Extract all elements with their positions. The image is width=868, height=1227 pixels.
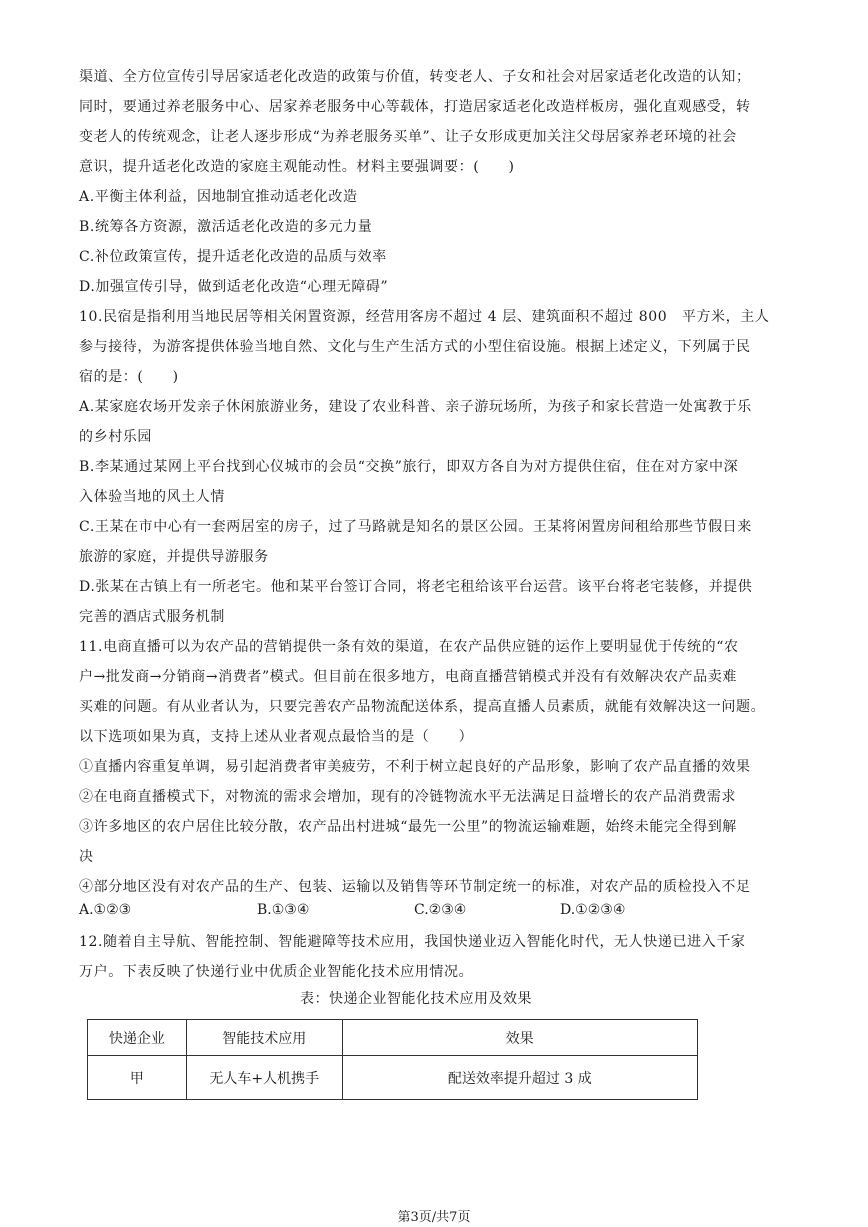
table-header-cell: 效果	[342, 1020, 697, 1056]
q10-stem-line-3: 宿的是：( )	[79, 369, 179, 385]
q9-stem-line-3: 变老人的传统观念，让老人逐步形成“为养老服务买单”、让子女形成更加关注父母居家养老环境的社会	[79, 129, 737, 145]
table-header-cell: 智能技术应用	[186, 1020, 342, 1056]
express-tech-table	[87, 1019, 698, 1100]
q11-statement-4: ④部分地区没有对农产品的生产、包装、运输以及销售等环节制定统一的标准，对农产品的质检投入不足	[79, 879, 751, 895]
q10-option-b-line-2: 入体验当地的风土人情	[79, 489, 225, 505]
table-row	[88, 1056, 698, 1100]
q9-stem-line-2: 同时，要通过养老服务中心、居家养老服务中心等载体，打造居家适老化改造样板房，强化直观感受，转	[79, 99, 751, 115]
q9-stem-line-4: 意识，提升适老化改造的家庭主观能动性。材料主要强调要：( )	[79, 159, 515, 175]
table-cell: 配送效率提升超过 3 成	[342, 1056, 697, 1100]
q9-option-b: B.统筹各方资源，激活适老化改造的多元力量	[79, 219, 373, 235]
q11-option-a: A.①②③	[79, 902, 132, 918]
page-number: 第3页/共7页	[397, 1210, 471, 1225]
q10-option-d-line-2: 完善的酒店式服务机制	[79, 609, 225, 625]
q10-option-d-line-1: D.张某在古镇上有一所老宅。他和某平台签订合同，将老宅租给该平台运营。该平台将老宅装修，并提供	[79, 579, 753, 595]
q11-options	[79, 900, 799, 922]
q10-option-c-line-1: C.王某在市中心有一套两居室的房子，过了马路就是知名的景区公园。王某将闲置房间租给那些节假日来	[79, 519, 752, 535]
table-cell: 甲	[88, 1056, 187, 1100]
q10-option-c-line-2: 旅游的家庭，并提供导游服务	[79, 549, 269, 565]
q12-stem-line-1: 12.随着自主导航、智能控制、智能避障等技术应用，我国快递业迈入智能化时代，无人快递已进入千家	[79, 934, 746, 950]
q10-stem-line-1: 10.民宿是指利用当地民居等相关闲置资源，经营用客房不超过 4 层、建筑面积不超过 800 平方米，主人	[79, 309, 770, 325]
q11-statement-1: ①直播内容重复单调，易引起消费者审美疲劳，不利于树立起良好的产品形象，影响了农产品直播的效果	[79, 759, 751, 775]
q9-option-a: A.平衡主体利益，因地制宜推动适老化改造	[79, 189, 358, 205]
q9-option-d: D.加强宣传引导，做到适老化改造“心理无障碍”	[79, 279, 389, 295]
table-caption: 表：快递企业智能化技术应用及效果	[300, 991, 532, 1007]
table-cell: 无人车+人机携手	[186, 1056, 342, 1100]
q11-option-d: D.①②③④	[560, 902, 626, 918]
q11-stem-line-1: 11.电商直播可以为农产品的营销提供一条有效的渠道，在农产品供应链的运作上要明显优于传统的“农	[79, 639, 739, 655]
q10-option-b-line-1: B.李某通过某网上平台找到心仪城市的会员“交换”旅行，即双方各自为对方提供住宿，住在对方家中深	[79, 459, 739, 475]
q10-option-a-line-2: 的乡村乐园	[79, 429, 152, 445]
q11-stem-line-2: 户→批发商→分销商→消费者”模式。但目前在很多地方，电商直播营销模式并没有有效解决农产品卖难	[79, 669, 737, 685]
q11-option-c: C.②③④	[414, 902, 467, 918]
q10-option-a-line-1: A.某家庭农场开发亲子休闲旅游业务，建设了农业科普、亲子游玩场所，为孩子和家长营造一处寓教于乐	[79, 399, 752, 415]
q11-statement-2: ②在电商直播模式下，对物流的需求会增加，现有的冷链物流水平无法满足日益增长的农产品消费需求	[79, 789, 736, 805]
q11-statement-3-line-1: ③许多地区的农户居住比较分散，农产品出村进城“最先一公里”的物流运输难题，始终未能完全得到解	[79, 819, 737, 835]
q10-stem-line-2: 参与接待，为游客提供体验当地自然、文化与生产生活方式的小型住宿设施。根据上述定义，下列属于民	[79, 339, 751, 355]
q9-option-c: C.补位政策宣传，提升适老化改造的品质与效率	[79, 249, 387, 265]
q12-stem-line-2: 万户。下表反映了快递行业中优质企业智能化技术应用情况。	[79, 964, 474, 980]
q9-stem-line-1: 渠道、全方位宣传引导居家适老化改造的政策与价值，转变老人、子女和社会对居家适老化改造的认知；	[79, 69, 751, 85]
q11-statement-3-line-2: 决	[79, 849, 94, 865]
table-header-row	[88, 1020, 698, 1056]
q11-stem-line-3: 买难的问题。有从业者认为，只要完善农产品物流配送体系，提高直播人员素质，就能有效解决这一问题。	[79, 699, 766, 715]
q11-option-b: B.①③④	[257, 902, 310, 918]
table-header-cell: 快递企业	[88, 1020, 187, 1056]
q11-stem-line-4: 以下选项如果为真，支持上述从业者观点最恰当的是（ ）	[79, 729, 474, 745]
